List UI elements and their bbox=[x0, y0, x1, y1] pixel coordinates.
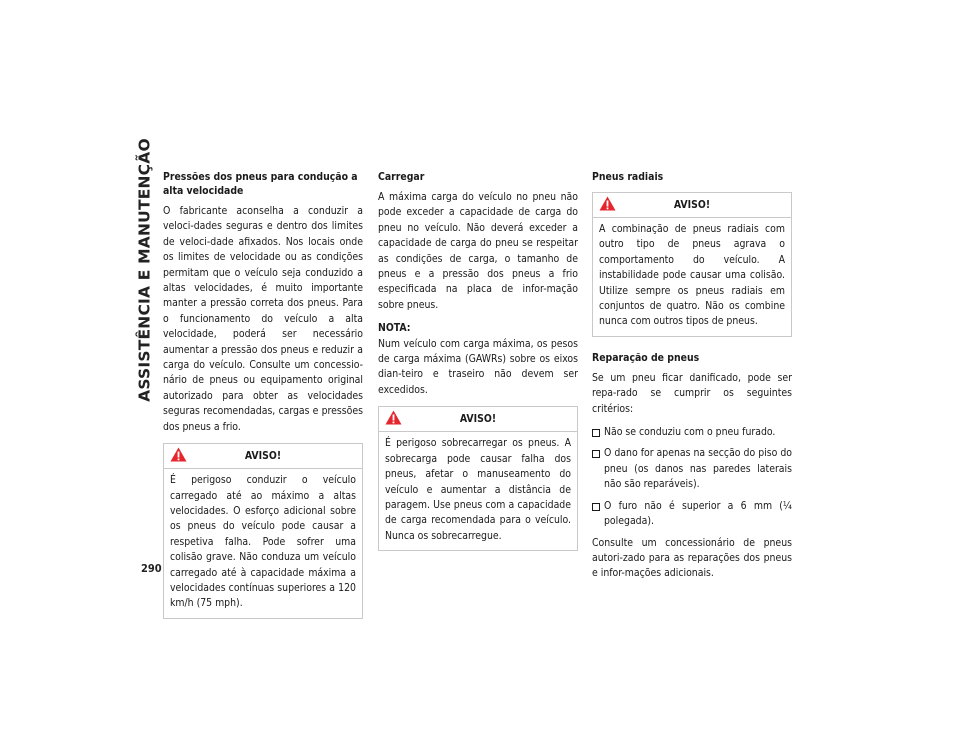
paragraph-high-speed: O fabricante aconselha a conduzir a veloci-dades seguras e dentro dos limites de veloci-dade afixados. Nos locais onde os limites de velocidade ou as condições permitam que o veículo seja conduzido a altas velocidades, é muito importante manter a pressão correta dos pneus. Para o funcionamento do veículo a alta velocidade, poderá ser necessário aumentar a pressão dos pneus e reduzir a carga do veículo. Consulte um concessio-nário de pneus ou equipamento original autorizado para obter as velocidades seguras recomendadas, cargas e pressões dos pneus a frio. bbox=[163, 205, 363, 433]
section-tab bbox=[134, 138, 156, 402]
checkbox-bullet-icon bbox=[592, 503, 600, 511]
warning-body bbox=[164, 469, 362, 618]
list-item-text: O furo não é superior a 6 mm (¼ polegada). bbox=[604, 499, 792, 528]
warning-box bbox=[163, 443, 363, 619]
note-text: Num veículo com carga máxima, os pesos de carga máxima (GAWRs) sobre os eixos dian-teiro e traseiro não devem ser excedidos. bbox=[378, 337, 578, 396]
paragraph-repair: Se um pneu ficar danificado, pode ser repa-rado se cumprir os seguintes critérios: bbox=[592, 371, 792, 415]
paragraph-dealer: Consulte um concessionário de pneus autori-zado para as reparações dos pneus e infor-mações adicionais. bbox=[592, 536, 792, 580]
warning-title: AVISO! bbox=[673, 199, 711, 211]
list-item-text: O dano for apenas na secção do piso do pneu (os danos nas paredes laterais não são reparáveis). bbox=[604, 447, 792, 491]
column-3 bbox=[592, 170, 792, 590]
warning-box bbox=[378, 406, 578, 551]
warning-title: AVISO! bbox=[459, 413, 497, 426]
warning-body bbox=[379, 432, 577, 550]
column-1 bbox=[163, 170, 363, 629]
section-tab-label: ASSISTÊNCIA E MANUTENÇÃO bbox=[135, 138, 154, 402]
section-heading-high-speed: Pressões dos pneus para condução a alta velocidade bbox=[163, 171, 358, 197]
warning-header bbox=[593, 193, 791, 218]
section-heading-load: Carregar bbox=[378, 171, 425, 183]
page-number: 290 bbox=[141, 562, 162, 575]
warning-text: A combinação de pneus radiais com outro tipo de pneus agrava o comportamento do veículo. A instabilidade pode causar uma colisão. Utilize sempre os pneus radiais em conjuntos de quatro. Não os combine nunca com outros tipos de pneus. bbox=[599, 223, 785, 328]
checkbox-bullet-icon bbox=[592, 450, 600, 458]
warning-text: É perigoso conduzir o veículo carregado até ao máximo a altas velocidades. O esforço adicional sobre os pneus do veículo pode causar a respetiva falha. Pode sofrer uma colisão grave. Não conduza um veículo carregado até à capacidade máxima a velocidades contínuas superiores a 120 km/h (75 mph). bbox=[170, 474, 356, 610]
note-label: NOTA: bbox=[378, 322, 411, 335]
repair-criteria-list bbox=[592, 425, 792, 529]
note bbox=[378, 321, 578, 398]
column-2 bbox=[378, 170, 578, 561]
checkbox-bullet-icon bbox=[592, 429, 600, 437]
list-item bbox=[592, 425, 792, 440]
warning-header bbox=[164, 444, 362, 469]
paragraph-load: A máxima carga do veículo no pneu não pode exceder a capacidade de carga do pneu no veículo. Não deverá exceder a capacidade de carga do pneu se respeitar as condições de carga, o tamanho de pneus e a pressão dos pneus a frio especificada na placa de infor-mação sobre pneus. bbox=[378, 191, 578, 311]
warning-title: AVISO! bbox=[244, 450, 282, 463]
warning-header bbox=[379, 407, 577, 432]
warning-box bbox=[592, 192, 792, 337]
list-item bbox=[592, 446, 792, 492]
warning-text: É perigoso sobrecarregar os pneus. A sobrecarga pode causar falha dos pneus, afetar o manuseamento do veículo e aumentar a distância de paragem. Use pneus com a capacidade de carga recomendada para o veículo. Nunca os sobrecarregue. bbox=[385, 437, 571, 542]
section-heading-radial: Pneus radiais bbox=[592, 171, 664, 183]
warning-body bbox=[593, 218, 791, 336]
list-item-text: Não se conduziu com o pneu furado. bbox=[604, 426, 776, 439]
section-heading-repair: Reparação de pneus bbox=[592, 351, 700, 364]
list-item bbox=[592, 499, 792, 530]
